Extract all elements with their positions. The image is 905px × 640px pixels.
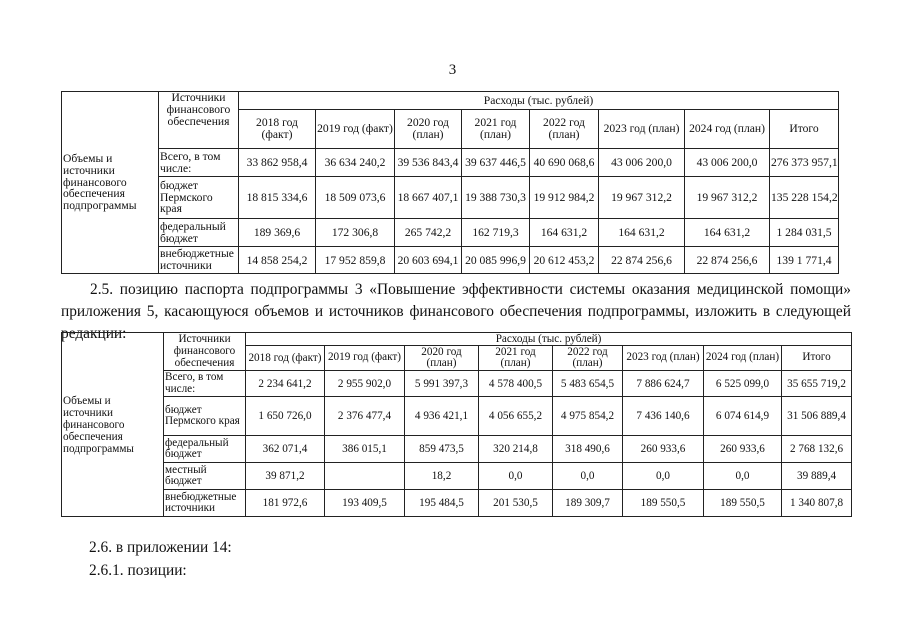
row-label: федеральный бюджет [159, 219, 239, 247]
cell-value: 22 874 256,6 [685, 247, 770, 274]
cell-value: 6 074 614,9 [704, 397, 782, 436]
cell-value: 139 1 771,4 [770, 247, 839, 274]
cell-value: 260 933,6 [623, 436, 704, 463]
cell-value: 189 309,7 [553, 490, 623, 517]
cell-value: 18 509 073,6 [316, 177, 395, 219]
paragraph-2-6-1: 2.6.1. позиции: [89, 562, 187, 580]
financing-table-current [61, 91, 839, 274]
cell-value: 39 536 843,4 [395, 149, 462, 177]
cell-value: 20 085 996,9 [462, 247, 530, 274]
source-header: Источники финансового обеспечения [159, 92, 239, 149]
cell-value: 189 369,6 [239, 219, 316, 247]
column-header: Итого [770, 110, 839, 149]
cell-value: 260 933,6 [704, 436, 782, 463]
cell-value: 19 967 312,2 [599, 177, 685, 219]
cell-value: 39 889,4 [782, 463, 852, 490]
cell-value: 0,0 [704, 463, 782, 490]
cell-value: 19 912 984,2 [530, 177, 599, 219]
row-label: Всего, в том числе: [159, 149, 239, 177]
cell-value: 189 550,5 [704, 490, 782, 517]
cell-value: 265 742,2 [395, 219, 462, 247]
table-row [62, 397, 852, 436]
financing-table-new [61, 332, 852, 517]
row-label: местный бюджет [164, 463, 246, 490]
cell-value: 1 340 807,8 [782, 490, 852, 517]
cell-value: 2 955 902,0 [325, 371, 405, 397]
cell-value [325, 463, 405, 490]
cell-value: 164 631,2 [685, 219, 770, 247]
cell-value: 40 690 068,6 [530, 149, 599, 177]
column-header: 2020 год (план) [395, 110, 462, 149]
column-header: 2021 год (план) [462, 110, 530, 149]
column-header: 2022 год (план) [553, 346, 623, 371]
column-header: 2024 год (план) [704, 346, 782, 371]
expenses-header: Расходы (тыс. рублей) [239, 92, 839, 110]
cell-value: 5 483 654,5 [553, 371, 623, 397]
column-header: 2023 год (план) [599, 110, 685, 149]
cell-value: 181 972,6 [246, 490, 325, 517]
cell-value: 0,0 [623, 463, 704, 490]
cell-value: 0,0 [553, 463, 623, 490]
cell-value: 320 214,8 [479, 436, 553, 463]
cell-value: 6 525 099,0 [704, 371, 782, 397]
column-header: 2023 год (план) [623, 346, 704, 371]
row-label: внебюджетные источники [159, 247, 239, 274]
table-row [62, 219, 839, 247]
cell-value: 36 634 240,2 [316, 149, 395, 177]
subprogram-label: Объемы и источники финансового обеспечения подпрограммы [62, 92, 159, 274]
row-label: внебюджетные источники [164, 490, 246, 517]
page-number: 3 [448, 62, 457, 78]
column-header: 2022 год (план) [530, 110, 599, 149]
cell-value: 362 071,4 [246, 436, 325, 463]
cell-value: 195 484,5 [405, 490, 479, 517]
paragraph-2-5: 2.5. позицию паспорта подпрограммы 3 «Повышение эффективности системы оказания медицинской помощи» приложения 5, касающуюся объемов и источников финансового обеспечения подпрограммы, изложить в следующей редакции: [61, 281, 851, 343]
column-header: 2024 год (план) [685, 110, 770, 149]
column-header: 2019 год (факт) [325, 346, 405, 371]
cell-value: 2 376 477,4 [325, 397, 405, 436]
table-row [62, 490, 852, 517]
cell-value: 859 473,5 [405, 436, 479, 463]
cell-value: 19 967 312,2 [685, 177, 770, 219]
cell-value: 164 631,2 [599, 219, 685, 247]
cell-value: 35 655 719,2 [782, 371, 852, 397]
source-header: Источники финансового обеспечения [164, 333, 246, 371]
cell-value: 172 306,8 [316, 219, 395, 247]
cell-value: 18 815 334,6 [239, 177, 316, 219]
cell-value: 193 409,5 [325, 490, 405, 517]
cell-value: 18,2 [405, 463, 479, 490]
column-header: 2019 год (факт) [316, 110, 395, 149]
row-label: Всего, в том числе: [164, 371, 246, 397]
column-header: Итого [782, 346, 852, 371]
cell-value: 4 936 421,1 [405, 397, 479, 436]
column-header: 2021 год (план) [479, 346, 553, 371]
subprogram-label: Объемы и источники финансового обеспечения подпрограммы [62, 333, 164, 517]
cell-value: 5 991 397,3 [405, 371, 479, 397]
cell-value: 1 650 726,0 [246, 397, 325, 436]
column-header: 2018 год (факт) [239, 110, 316, 149]
cell-value: 135 228 154,2 [770, 177, 839, 219]
cell-value: 22 874 256,6 [599, 247, 685, 274]
table-row [62, 436, 852, 463]
cell-value: 14 858 254,2 [239, 247, 316, 274]
table-row [62, 247, 839, 274]
cell-value: 7 886 624,7 [623, 371, 704, 397]
column-header: 2018 год (факт) [246, 346, 325, 371]
cell-value: 33 862 958,4 [239, 149, 316, 177]
cell-value: 2 768 132,6 [782, 436, 852, 463]
cell-value: 0,0 [479, 463, 553, 490]
cell-value: 20 603 694,1 [395, 247, 462, 274]
expenses-header: Расходы (тыс. рублей) [246, 333, 852, 346]
cell-value: 386 015,1 [325, 436, 405, 463]
cell-value: 19 388 730,3 [462, 177, 530, 219]
cell-value: 7 436 140,6 [623, 397, 704, 436]
cell-value: 2 234 641,2 [246, 371, 325, 397]
cell-value: 17 952 859,8 [316, 247, 395, 274]
cell-value: 164 631,2 [530, 219, 599, 247]
cell-value: 276 373 957,1 [770, 149, 839, 177]
cell-value: 4 578 400,5 [479, 371, 553, 397]
table-row [62, 177, 839, 219]
row-label: бюджет Пермского края [164, 397, 246, 436]
cell-value: 162 719,3 [462, 219, 530, 247]
row-label: федеральный бюджет [164, 436, 246, 463]
row-label: бюджет Пермского края [159, 177, 239, 219]
paragraph-2-6: 2.6. в приложении 14: [89, 539, 232, 557]
cell-value: 201 530,5 [479, 490, 553, 517]
column-header: 2020 год (план) [405, 346, 479, 371]
cell-value: 4 056 655,2 [479, 397, 553, 436]
cell-value: 318 490,6 [553, 436, 623, 463]
cell-value: 18 667 407,1 [395, 177, 462, 219]
cell-value: 20 612 453,2 [530, 247, 599, 274]
cell-value: 39 871,2 [246, 463, 325, 490]
cell-value: 4 975 854,2 [553, 397, 623, 436]
cell-value: 1 284 031,5 [770, 219, 839, 247]
cell-value: 39 637 446,5 [462, 149, 530, 177]
table-row [62, 149, 839, 177]
cell-value: 31 506 889,4 [782, 397, 852, 436]
table-row [62, 463, 852, 490]
table-row [62, 371, 852, 397]
cell-value: 43 006 200,0 [599, 149, 685, 177]
cell-value: 43 006 200,0 [685, 149, 770, 177]
cell-value: 189 550,5 [623, 490, 704, 517]
